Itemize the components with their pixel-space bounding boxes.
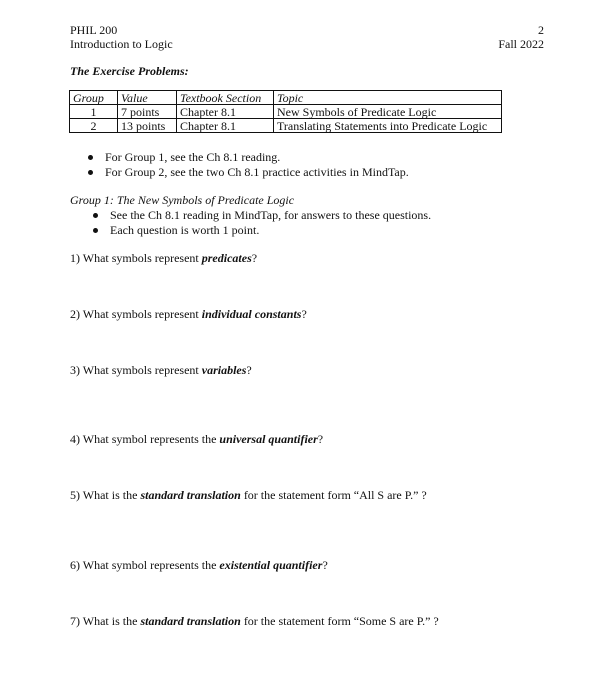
course-code: PHIL 200 <box>70 23 118 37</box>
exercise-table <box>69 90 502 133</box>
question-term: standard translation <box>140 488 241 502</box>
table-row <box>70 119 502 133</box>
cell-value: 7 points <box>118 105 177 119</box>
bullet-icon <box>93 213 98 218</box>
group1-heading: Group 1: The New Symbols of Predicate Logic <box>70 193 295 207</box>
note-text: Each question is worth 1 point. <box>110 223 260 237</box>
header-right <box>498 23 544 51</box>
cell-textbook-section: Chapter 8.1 <box>177 105 274 119</box>
question-6: 6) What symbol represents the existential quantifier? <box>70 558 328 572</box>
list-item <box>88 150 409 165</box>
cell-group: 2 <box>70 119 118 133</box>
bullet-icon <box>93 228 98 233</box>
question-2: 2) What symbols represent individual constants? <box>70 307 307 321</box>
cell-value: 13 points <box>118 119 177 133</box>
question-1: 1) What symbols represent predicates? <box>70 251 258 265</box>
question-term: standard translation <box>140 614 241 628</box>
list-item <box>93 208 431 223</box>
page-number: 2 <box>538 23 544 37</box>
instruction-text: For Group 1, see the Ch 8.1 reading. <box>105 150 281 164</box>
header-textbook-section: Textbook Section <box>177 91 274 105</box>
list-item <box>88 165 409 180</box>
cell-group: 1 <box>70 105 118 119</box>
question-4: 4) What symbol represents the universal quantifier? <box>70 432 324 446</box>
question-term: existential quantifier <box>219 558 323 572</box>
list-item <box>93 223 431 238</box>
table-header-row <box>70 91 502 105</box>
note-text: See the Ch 8.1 reading in MindTap, for answers to these questions. <box>110 208 432 222</box>
cell-textbook-section: Chapter 8.1 <box>177 119 274 133</box>
bullet-icon <box>88 170 93 175</box>
header-value: Value <box>118 91 177 105</box>
course-title: Introduction to Logic <box>70 37 173 51</box>
instructions-list <box>88 150 409 180</box>
cell-topic: Translating Statements into Predicate Logic <box>274 119 502 133</box>
header-group: Group <box>70 91 118 105</box>
question-term: predicates <box>201 251 252 265</box>
section-title: The Exercise Problems: <box>70 64 189 78</box>
question-7: 7) What is the standard translation for the statement form “Some S are P.” ? <box>70 614 439 628</box>
header-topic: Topic <box>274 91 502 105</box>
question-term: universal quantifier <box>219 432 318 446</box>
table-row <box>70 105 502 119</box>
term: Fall 2022 <box>498 37 544 51</box>
bullet-icon <box>88 155 93 160</box>
cell-topic: New Symbols of Predicate Logic <box>274 105 502 119</box>
instruction-text: For Group 2, see the two Ch 8.1 practice activities in MindTap. <box>105 165 409 179</box>
question-3: 3) What symbols represent variables? <box>70 363 252 377</box>
question-term: variables <box>201 363 247 377</box>
question-5: 5) What is the standard translation for the statement form “All S are P.” ? <box>70 488 427 502</box>
group1-notes <box>93 208 431 238</box>
question-term: individual constants <box>201 307 302 321</box>
header-left <box>70 23 173 51</box>
